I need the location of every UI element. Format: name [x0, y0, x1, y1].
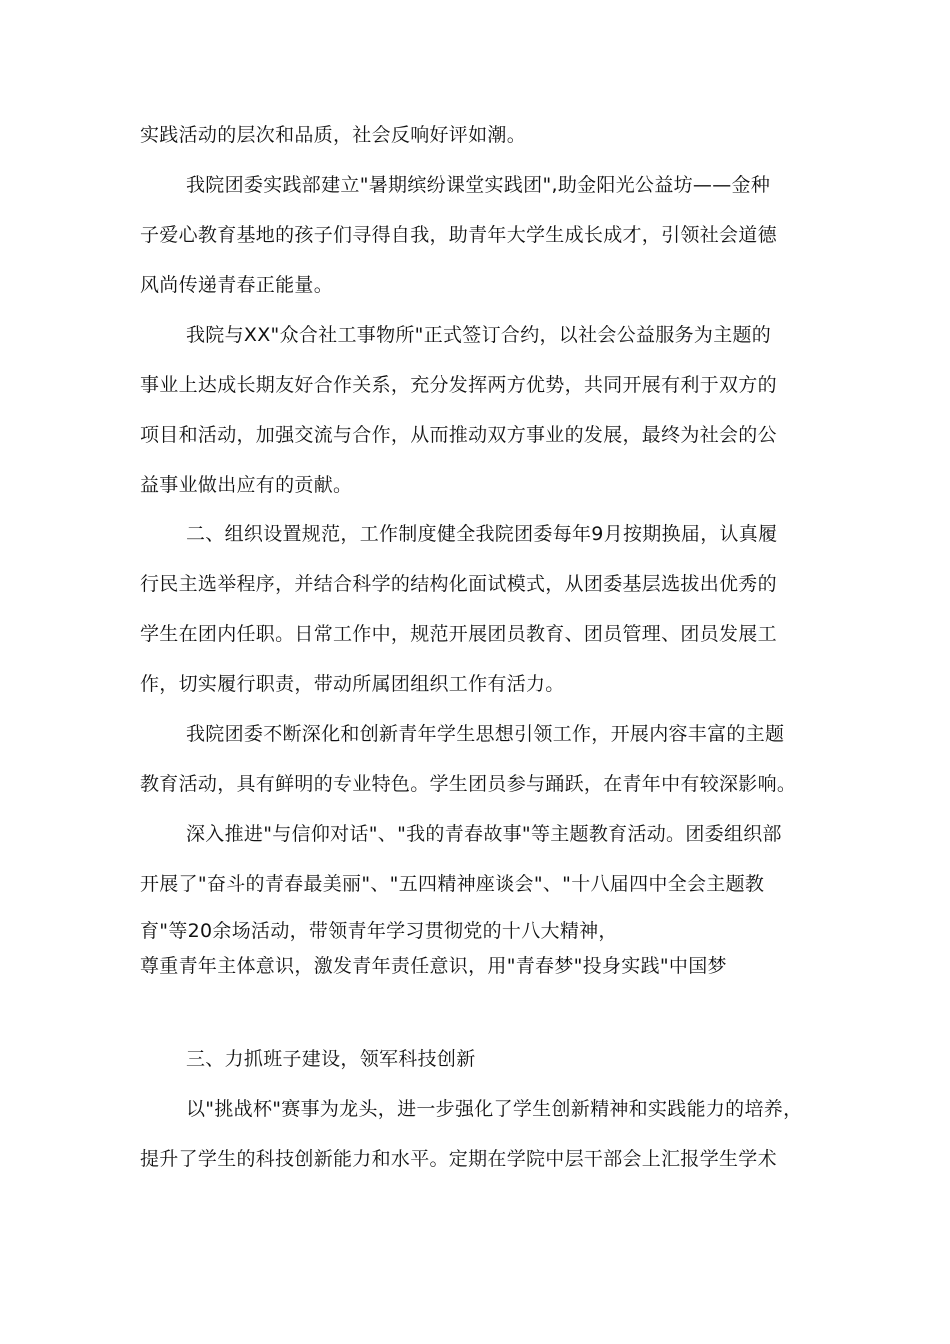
paragraph-first-line: 深入推进"与信仰对话"、"我的青春故事"等主题教育活动。团委组织部 [186, 823, 782, 845]
text-line: 尊重青年主体意识，激发青年责任意识，用"青春梦"投身实践"中国梦 [140, 955, 727, 977]
text-line: 作，切实履行职责，带动所属团组织工作有活力。 [140, 673, 565, 695]
text-line: 实践活动的层次和品质，社会反响好评如潮。 [140, 124, 527, 146]
text-line: 事业上达成长期友好合作关系，充分发挥两方优势，共同开展有利于双方的 [140, 374, 777, 396]
paragraph-first-line: 我院团委不断深化和创新青年学生思想引领工作，开展内容丰富的主题 [186, 723, 785, 745]
paragraph-first-line: 我院与XX"众合社工事物所"正式签订合约，以社会公益服务为主题的 [186, 324, 772, 346]
text-line: 风尚传递青春正能量。 [140, 274, 334, 296]
paragraph-first-line: 我院团委实践部建立"暑期缤纷课堂实践团",助金阳光公益坊——金种 [186, 174, 771, 196]
text-line: 开展了"奋斗的青春最美丽"、"五四精神座谈会"、"十八届四中全会主题教 [140, 873, 765, 895]
text-line: 学生在团内任职。日常工作中，规范开展团员教育、团员管理、团员发展工 [140, 623, 777, 645]
text-line: 教育活动，具有鲜明的专业特色。学生团员参与踊跃，在青年中有较深影响。 [140, 773, 797, 795]
text-line: 项目和活动，加强交流与合作，从而推动双方事业的发展，最终为社会的公 [140, 424, 777, 446]
text-line: 提升了学生的科技创新能力和水平。定期在学院中层干部会上汇报学生学术 [140, 1148, 777, 1170]
text-line: 益事业做出应有的贡献。 [140, 474, 353, 496]
section-heading-line: 三、力抓班子建设，领军科技创新 [186, 1048, 476, 1070]
text-line: 子爱心教育基地的孩子们寻得自我，助青年大学生成长成才，引领社会道德 [140, 224, 777, 246]
paragraph-first-line: 以"挑战杯"赛事为龙头，进一步强化了学生创新精神和实践能力的培养， [186, 1098, 803, 1120]
text-line: 行民主选举程序，并结合科学的结构化面试模式，从团委基层选拔出优秀的 [140, 573, 777, 595]
text-line: 育"等20余场活动，带领青年学习贯彻党的十八大精神， [140, 920, 618, 942]
section-heading-line: 二、组织设置规范，工作制度健全我院团委每年9月按期换届，认真履 [186, 523, 778, 545]
